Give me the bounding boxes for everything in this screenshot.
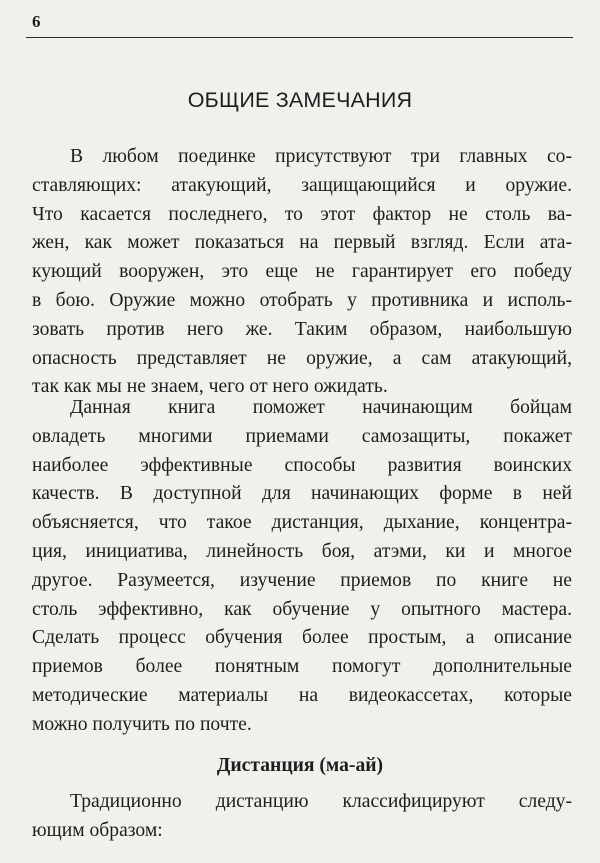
paragraph-2	[32, 394, 572, 740]
text-line: Традиционно дистанцию классифицируют следу-	[70, 791, 572, 812]
text-line: жен, как может показаться на первый взгляд. Если ата-	[32, 232, 572, 254]
text-line: приемов более понятным помогут дополнительные	[32, 656, 572, 678]
text-line: качеств. В доступной для начинающих форме в ней	[32, 483, 572, 505]
text-line: методические материалы на видеокассетах, которые	[32, 684, 572, 706]
paragraph-3	[32, 788, 572, 846]
text-line: другое. Разумеется, изучение приемов по книге не	[32, 569, 572, 591]
page-number: 6	[32, 12, 41, 31]
text-line: В любом поединке присутствуют три главных со-	[70, 146, 572, 167]
text-line: овладеть многими приемами самозащиты, покажет	[32, 425, 572, 447]
chapter-title: ОБЩИЕ ЗАМЕЧАНИЯ	[187, 88, 413, 112]
text-line: наиболее эффективные способы развития воинских	[32, 454, 572, 476]
paragraph-1	[32, 143, 572, 402]
text-line: кующий вооружен, это еще не гарантирует его победу	[32, 261, 572, 283]
text-line: Что касается последнего, то этот фактор не столь ва-	[32, 203, 572, 225]
text-line: опасность представляет не оружие, а сам атакующий,	[32, 347, 572, 369]
text-line: ция, инициатива, линейность боя, атэми, ки и многое	[32, 540, 572, 562]
text-line: в бою. Оружие можно отобрать у противника и исполь-	[32, 289, 572, 311]
text-line: Данная книга поможет начинающим бойцам	[70, 397, 572, 418]
text-line: столь эффективно, как обучение у опытного мастера.	[32, 598, 572, 620]
text-line: ющим образом:	[32, 819, 163, 841]
text-line: так как мы не знаем, чего от него ожидать.	[32, 376, 388, 398]
text-line: объясняется, что такое дистанция, дыхание, концентра-	[32, 512, 572, 534]
text-line: зовать против него же. Таким образом, наибольшую	[32, 318, 572, 340]
text-line: Сделать процесс обучения более простым, а описание	[32, 627, 572, 649]
text-line: можно получить по почте.	[32, 713, 252, 735]
section-title: Дистанция (ма-ай)	[216, 755, 384, 776]
text-line: ставляющих: атакующий, защищающийся и оружие.	[32, 174, 572, 196]
header-rule	[26, 37, 573, 38]
